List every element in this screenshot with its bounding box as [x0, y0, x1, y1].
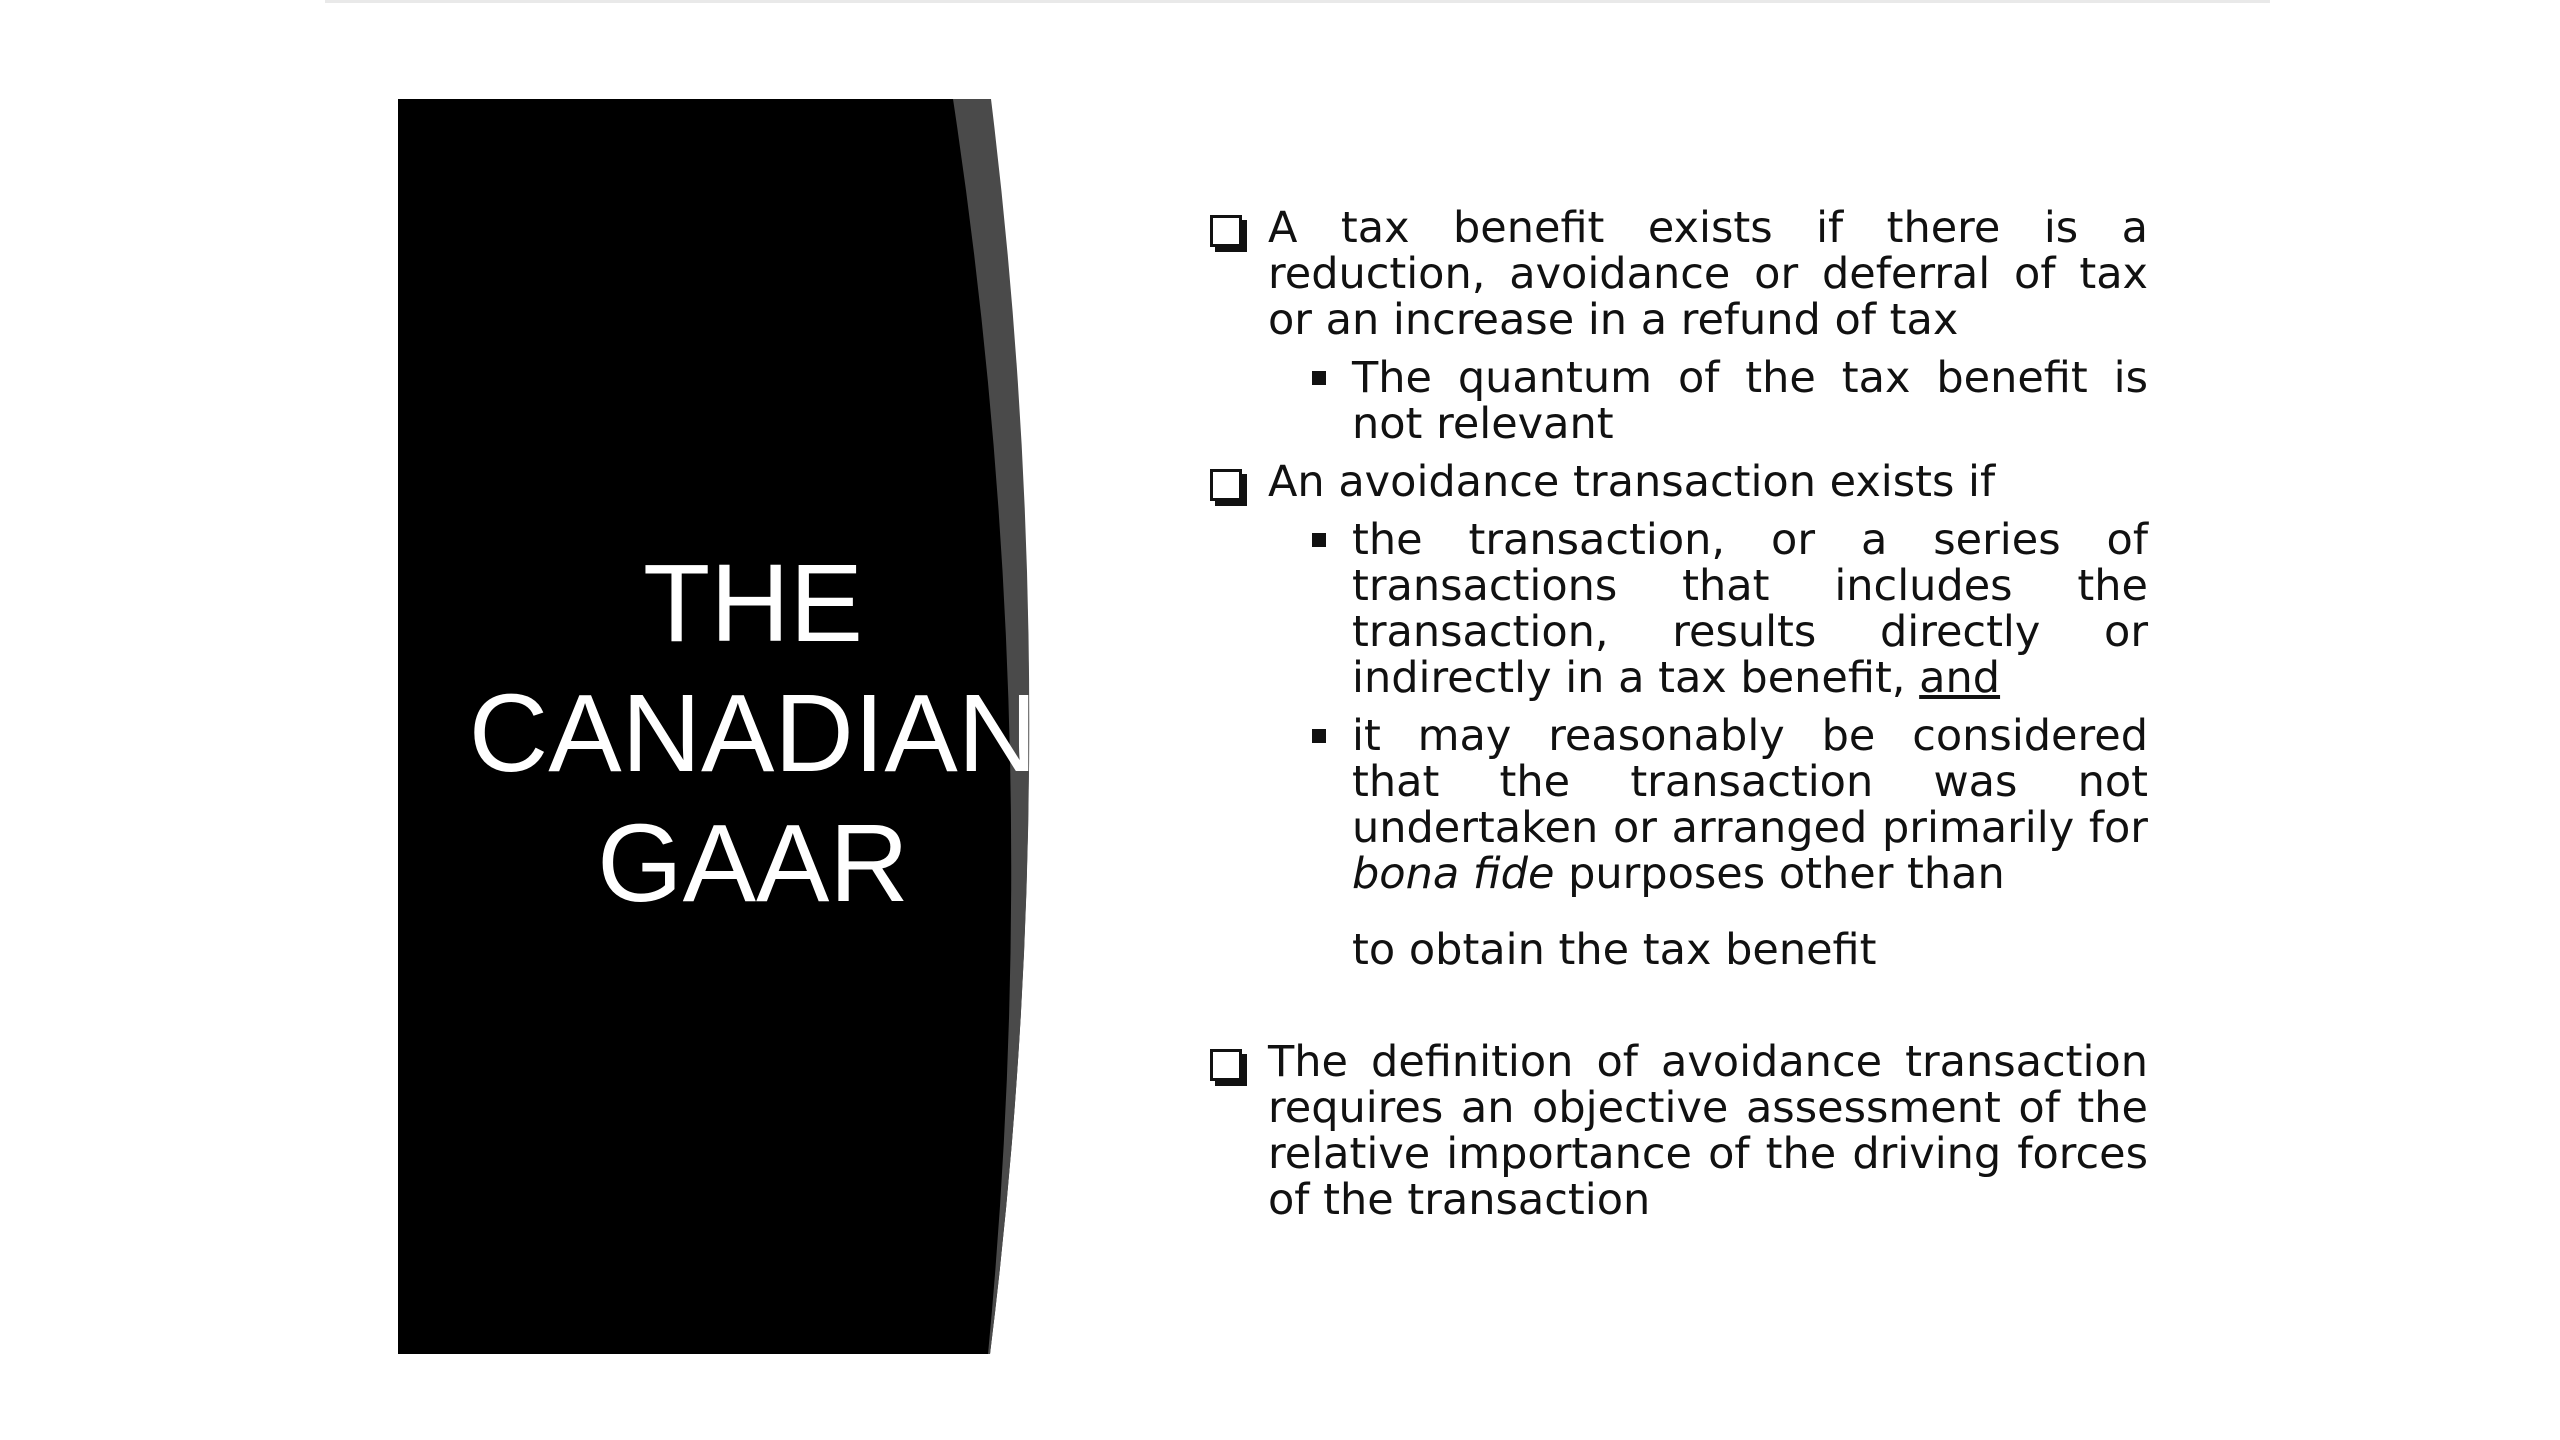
sub-bullet-text: it may reasonably be considered that the transaction was not undertaken or arranged primarily for: [1352, 711, 2148, 853]
bullet-avoidance-transaction: [1208, 459, 2148, 505]
panel-title: THE CANADIAN GAAR: [468, 542, 1038, 925]
bullet-text: An avoidance transaction exists if: [1268, 457, 1996, 507]
checkbox-icon: [1210, 469, 1242, 501]
sub-bullet-series: [1208, 517, 2148, 701]
square-bullet-icon: [1312, 371, 1326, 385]
top-divider: [325, 0, 2270, 3]
square-bullet-icon: [1312, 729, 1326, 743]
square-bullet-icon: [1312, 533, 1326, 547]
sub-bullet-continuation: to obtain the tax benefit: [1352, 925, 1877, 975]
sub-bullet-text: the transaction, or a series of transactions that includes the transaction, results directly or indirectly in a tax benefit,: [1352, 515, 2148, 703]
sub-bullet-text: The quantum of the tax benefit is not relevant: [1352, 353, 2148, 449]
underlined-and: and: [1919, 653, 2001, 703]
checkbox-icon: [1210, 215, 1242, 247]
title-panel: [398, 99, 1054, 1354]
bullet-tax-benefit: [1208, 205, 2148, 343]
sub-bullet-text-end: purposes other than: [1568, 849, 2005, 899]
bullet-text: The definition of avoidance transaction requires an objective assessment of the relative importance of the driving forces of the transaction: [1268, 1037, 2148, 1225]
bullet-text: A tax benefit exists if there is a reduction, avoidance or deferral of tax or an increase in a refund of tax: [1268, 203, 2148, 345]
sub-bullet-purpose: [1208, 713, 2148, 897]
bullet-list: [1208, 205, 2148, 1223]
italic-bona-fide: bona fide: [1352, 849, 1555, 899]
checkbox-icon: [1210, 1049, 1242, 1081]
bullet-definition: [1208, 1039, 2148, 1223]
sub-bullet-quantum: [1208, 355, 2148, 447]
